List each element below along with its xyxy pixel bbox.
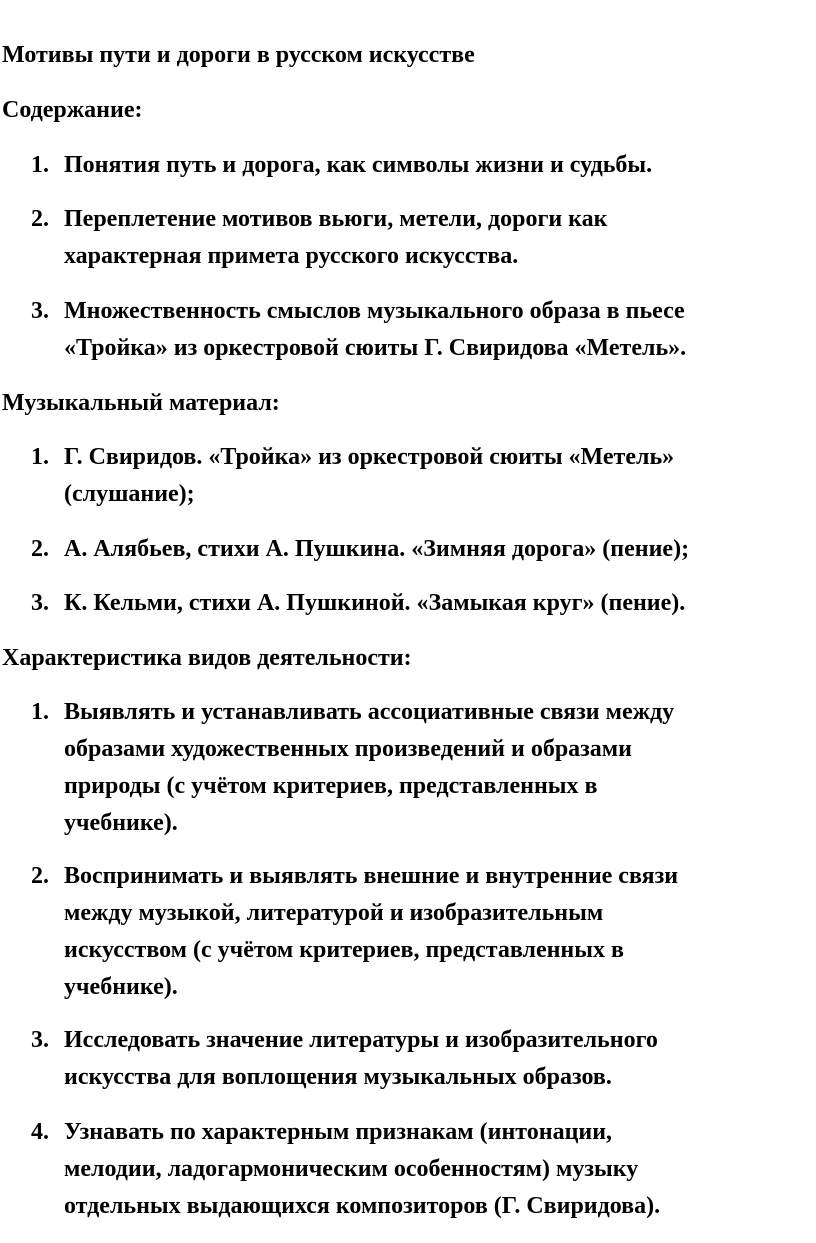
list-item-text: Множественность смыслов музыкального образа в пьесе «Тройка» из оркестровой сюиты Г. Свиридова «Метель». bbox=[64, 298, 687, 361]
list-item-text: Переплетение мотивов вьюги, метели, дороги как характерная примета русского искусства. bbox=[64, 206, 608, 269]
list-item-number: 2. bbox=[31, 863, 49, 889]
list-item-number: 1. bbox=[31, 699, 49, 725]
list-item-number: 1. bbox=[31, 152, 49, 178]
list-item-number: 2. bbox=[31, 536, 49, 562]
list-item-number: 4. bbox=[31, 1119, 49, 1145]
list-item-number: 1. bbox=[31, 444, 49, 470]
list-item-text: А. Алябьев, стихи А. Пушкина. «Зимняя дорога» (пение); bbox=[64, 536, 690, 562]
list-item-text: Выявлять и устанавливать ассоциативные связи между образами художественных произведений и образами природы (с учётом критериев, представленных в учебнике). bbox=[64, 699, 675, 836]
section-heading-music: Музыкальный материал: bbox=[2, 390, 280, 416]
list-item-number: 3. bbox=[31, 1027, 49, 1053]
section-heading-contents: Содержание: bbox=[2, 97, 143, 123]
list-item-number: 3. bbox=[31, 298, 49, 324]
section-heading-activities: Характеристика видов деятельности: bbox=[2, 645, 412, 671]
list-item-text: Понятия путь и дорога, как символы жизни и судьбы. bbox=[64, 152, 653, 178]
list-item-text: Воспринимать и выявлять внешние и внутренние связи между музыкой, литературой и изобразительным искусством (с учётом критериев, представленных в учебнике). bbox=[64, 863, 679, 1000]
list-item-number: 3. bbox=[31, 590, 49, 616]
list-item-text: Узнавать по характерным признакам (интонации, мелодии, ладогармоническим особенностям) музыку отдельных выдающихся композиторов (Г. Свиридова). bbox=[64, 1119, 661, 1219]
list-item-number: 2. bbox=[31, 206, 49, 232]
list-item-text: К. Кельми, стихи А. Пушкиной. «Замыкая круг» (пение). bbox=[64, 590, 686, 616]
list-item-text: Исследовать значение литературы и изобразительного искусства для воплощения музыкальных образов. bbox=[64, 1027, 658, 1090]
list-item-text: Г. Свиридов. «Тройка» из оркестровой сюиты «Метель» (слушание); bbox=[64, 444, 675, 507]
document-title: Мотивы пути и дороги в русском искусстве bbox=[2, 42, 475, 68]
